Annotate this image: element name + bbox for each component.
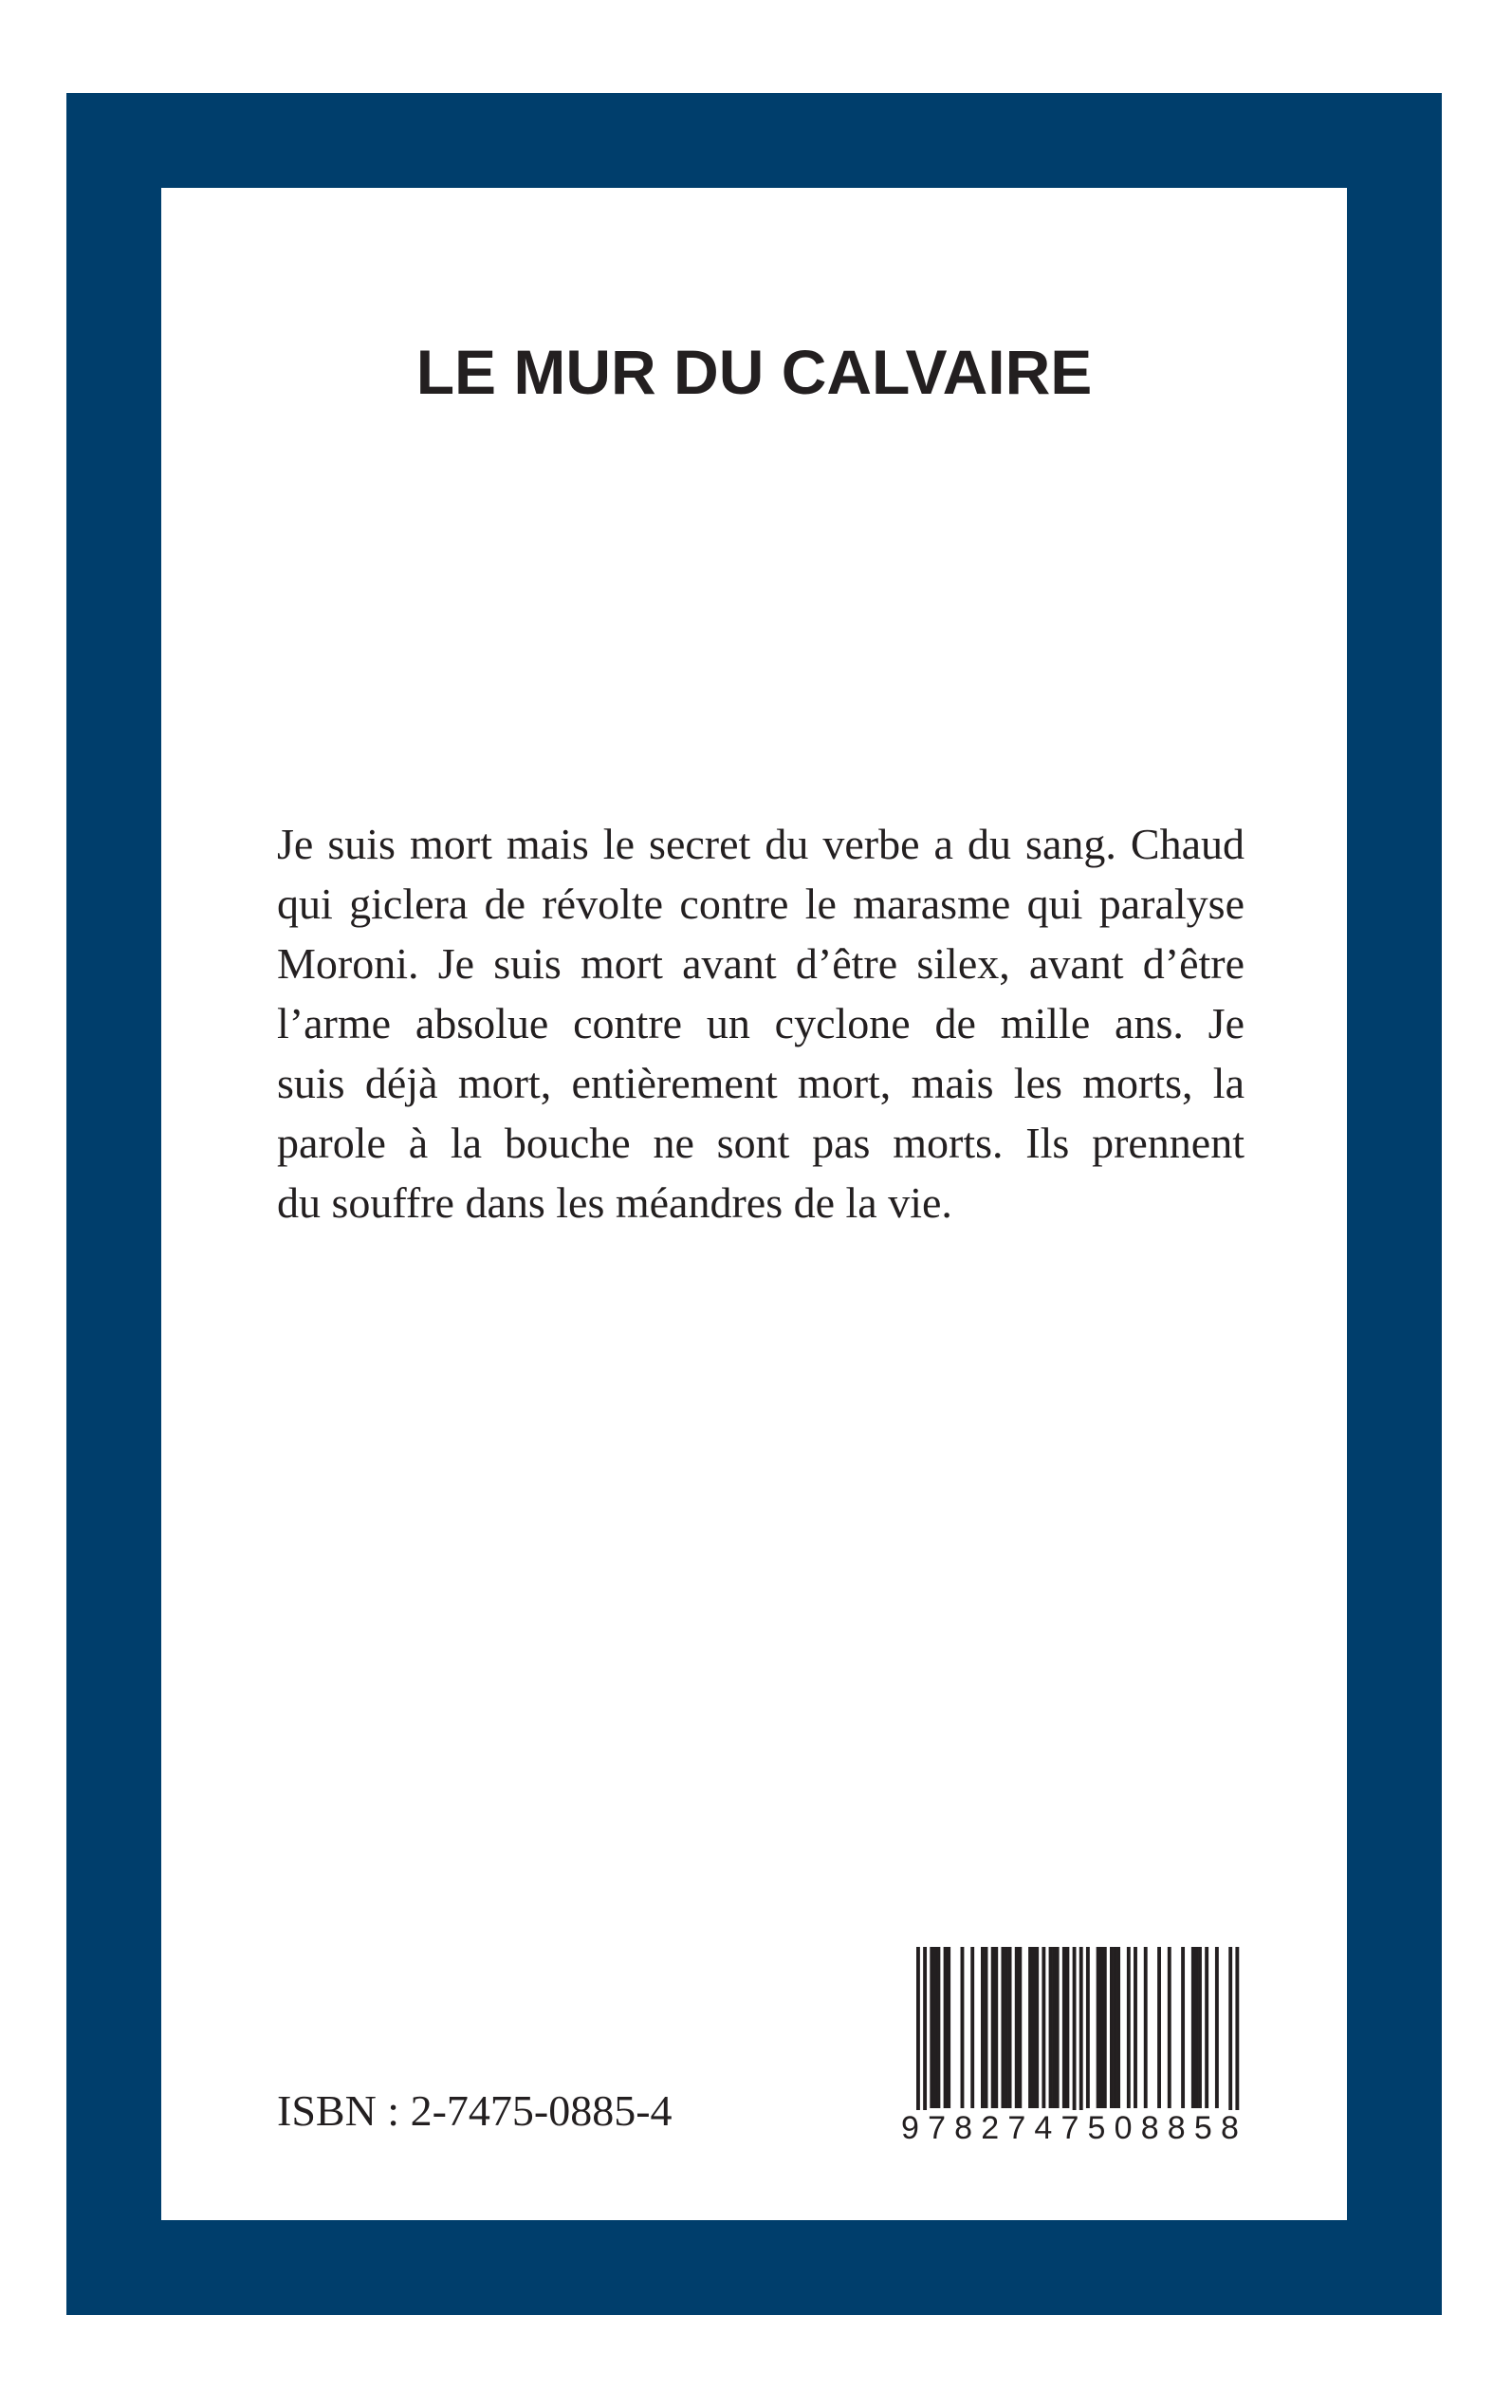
barcode-bar: [1198, 1947, 1202, 2108]
book-title: LE MUR DU CALVAIRE: [415, 337, 1093, 407]
barcode-bar: [1073, 1947, 1077, 2127]
barcode-bar: [961, 1947, 965, 2108]
barcode-bar: [1056, 1947, 1060, 2108]
barcode-bar: [1127, 1947, 1131, 2108]
barcode: [899, 1947, 1241, 2144]
blurb-line: Moroni. Je suis mort avant d’être silex, avant d’être: [277, 939, 1245, 988]
cover-border: [66, 93, 1442, 2315]
barcode-bar: [1015, 1947, 1019, 2108]
barcode-bar: [1144, 1947, 1148, 2108]
barcode-digit: 8: [1167, 2110, 1186, 2146]
barcode-digit: 5: [1193, 2110, 1212, 2146]
isbn-label: ISBN : 2-7475-0885-4: [277, 2086, 673, 2135]
barcode-digit: 8: [1220, 2110, 1239, 2146]
barcode-bar: [1065, 1947, 1069, 2108]
barcode-bar: [1110, 1947, 1114, 2108]
barcode-bar: [1228, 1947, 1232, 2127]
barcode-bar: [1097, 1947, 1100, 2108]
barcode-bar: [1099, 1947, 1103, 2108]
barcode-bar: [1116, 1947, 1120, 2108]
barcode-bar: [1042, 1947, 1045, 2108]
barcode-bar: [1191, 1947, 1195, 2108]
barcode-bar: [1079, 1947, 1083, 2127]
barcode-bar: [1205, 1947, 1208, 2108]
blurb-line: Je suis mort mais le secret du verbe a du sang. Chaud: [277, 820, 1245, 868]
barcode-bar: [981, 1947, 985, 2108]
barcode-bar: [1134, 1947, 1137, 2108]
barcode-bar: [1215, 1947, 1219, 2108]
barcode-bar: [944, 1947, 948, 2108]
barcode-bar: [970, 1947, 974, 2108]
barcode-bar: [1049, 1947, 1053, 2108]
barcode-digit: 9: [901, 2110, 919, 2146]
barcode-bar: [1018, 1947, 1022, 2108]
barcode-digit: 8: [954, 2110, 973, 2146]
barcode-bar: [985, 1947, 988, 2108]
barcode-digit: 8: [1140, 2110, 1159, 2146]
barcode-bar: [1008, 1947, 1012, 2108]
blurb-line: parole à la bouche ne sont pas morts. Ils prennent: [277, 1119, 1245, 1167]
barcode-bar: [1168, 1947, 1171, 2108]
barcode-bar: [1235, 1947, 1239, 2127]
barcode-bar: [1086, 1947, 1090, 2108]
barcode-digit: 7: [1007, 2110, 1026, 2146]
barcode-bar: [1103, 1947, 1107, 2108]
barcode-bar: [916, 1947, 920, 2127]
barcode-digit: 5: [1087, 2110, 1106, 2146]
barcode-bar: [1181, 1947, 1185, 2108]
back-cover-blurb: [277, 814, 1245, 1232]
barcode-digit: 2: [981, 2110, 1000, 2146]
barcode-bar: [923, 1947, 927, 2127]
blurb-line: qui giclera de révolte contre le marasme qui paralyse: [277, 880, 1245, 928]
barcode-bar: [936, 1947, 940, 2108]
barcode-bar: [1028, 1947, 1032, 2108]
barcode-digit: 4: [1034, 2110, 1053, 2146]
barcode-digit: 7: [928, 2110, 946, 2146]
barcode-digit: 7: [1060, 2110, 1079, 2146]
blurb-line: du souffre dans les méandres de la vie.: [277, 1178, 952, 1227]
barcode-digit: 0: [1114, 2110, 1133, 2146]
blurb-line: suis déjà mort, entièrement mort, mais les morts, la: [277, 1059, 1245, 1107]
barcode-bar: [1001, 1947, 1005, 2108]
barcode-bar: [1035, 1947, 1039, 2108]
barcode-bar: [930, 1947, 933, 2108]
barcode-bar: [1114, 1947, 1117, 2108]
barcode-bar: [991, 1947, 995, 2108]
blurb-line: l’arme absolue contre un cyclone de mille ans. Je: [277, 999, 1245, 1047]
barcode-bar: [1194, 1947, 1198, 2108]
barcode-number: [899, 2110, 1241, 2144]
barcode-bar: [1052, 1947, 1056, 2108]
barcode-bar: [933, 1947, 937, 2108]
barcode-bar: [1005, 1947, 1008, 2108]
barcode-bar: [1157, 1947, 1161, 2108]
barcode-bar: [1062, 1947, 1066, 2108]
barcode-bar: [1032, 1947, 1036, 2108]
barcode-bar: [994, 1947, 998, 2108]
barcode-bar: [947, 1947, 950, 2108]
cover-panel: [161, 188, 1347, 2220]
